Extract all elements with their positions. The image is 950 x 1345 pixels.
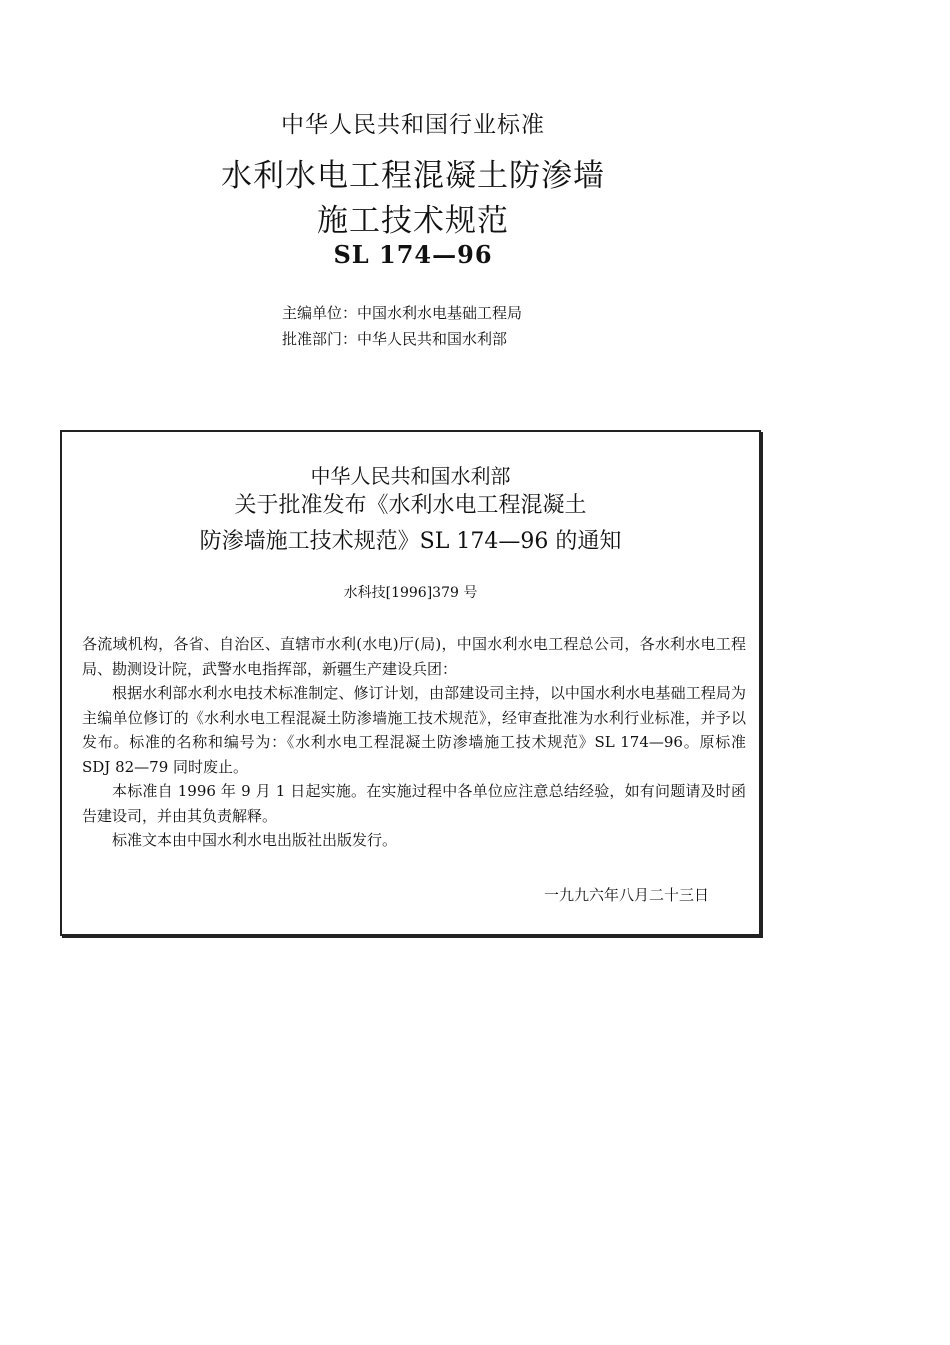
notice-box (60, 430, 761, 936)
notice-title-line2: 防渗墙施工技术规范》SL 174—96 的通知 (199, 529, 622, 554)
standard-category: 中华人民共和国行业标准 (281, 112, 545, 138)
notice-issuer: 中华人民共和国水利部 (310, 464, 511, 488)
notice-date: 一九九六年八月二十三日 (543, 886, 709, 904)
addressee: 各流域机构，各省、自治区、直辖市水利(水电)厅(局)，中国水利水电工程总公司，各水利水电工程局、勘测设计院，武警水电指挥部，新疆生产建设兵团： (82, 635, 746, 678)
notice-paragraph-1: 根据水利部水利水电技术标准制定、修订计划，由部建设司主持，以中国水利水电基础工程局为主编单位修订的《水利水电工程混凝土防渗墙施工技术规范》，经审查批准为水利行业标准，并予以发布。标准的名称和编号为：《水利水电工程混凝土防渗墙施工技术规范》SL 174—96。原标准 SDJ 82—79 同时废止。 (82, 684, 746, 776)
standard-code: SL 174—96 (333, 240, 493, 269)
standard-title-line1: 水利水电工程混凝土防渗墙 (221, 158, 605, 194)
notice-title-line1: 关于批准发布《水利水电工程混凝土 (234, 493, 587, 518)
notice-paragraph-2: 本标准自 1996 年 9 月 1 日起实施。在实施过程中各单位应注意总结经验，如有问题请及时函告建设司，并由其负责解释。 (82, 782, 746, 825)
approving-department: 批准部门：中华人民共和国水利部 (282, 330, 508, 348)
notice-body (82, 632, 746, 853)
notice-paragraph-3: 标准文本由中国水利水电出版社出版发行。 (112, 831, 398, 849)
document-number: 水科技[1996]379 号 (343, 585, 478, 601)
editor-unit: 主编单位：中国水利水电基础工程局 (282, 304, 523, 322)
standard-title-line2: 施工技术规范 (317, 203, 509, 239)
